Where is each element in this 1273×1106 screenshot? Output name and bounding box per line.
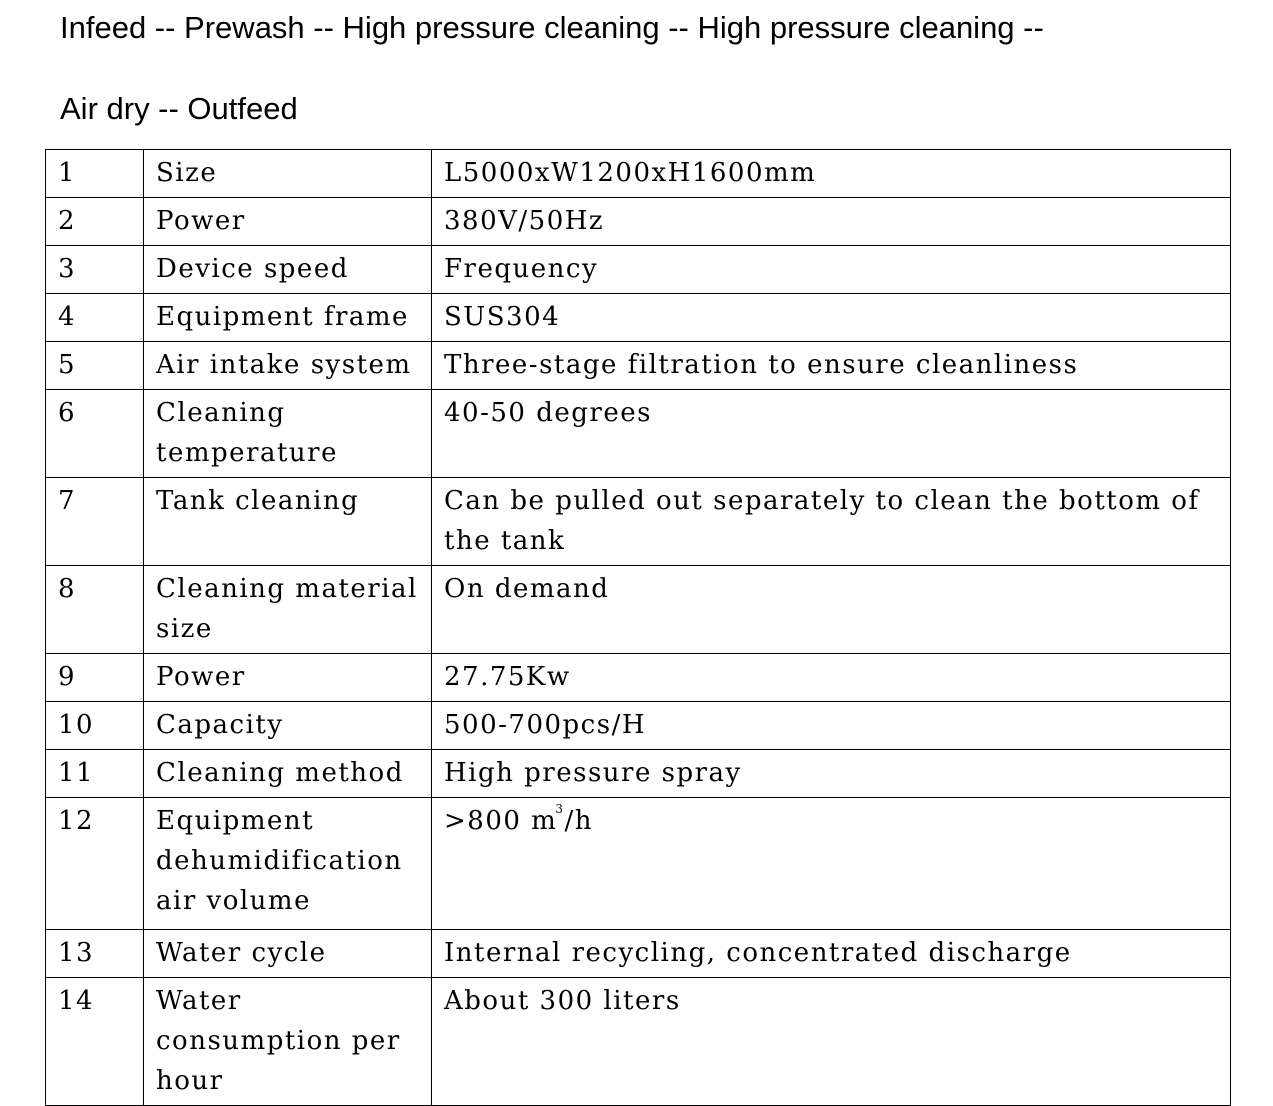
spec-value: On demand xyxy=(432,566,1231,654)
row-number: 4 xyxy=(46,294,144,342)
row-number: 7 xyxy=(46,478,144,566)
spec-item: Size xyxy=(144,150,432,198)
table-row xyxy=(46,478,1231,566)
table-row xyxy=(46,342,1231,390)
row-number: 3 xyxy=(46,246,144,294)
row-number: 10 xyxy=(46,702,144,750)
spec-item: Water consumption per hour xyxy=(144,978,432,1106)
spec-item: Power xyxy=(144,654,432,702)
spec-value: L5000xW1200xH1600mm xyxy=(432,150,1231,198)
spec-item: Cleaning temperature xyxy=(144,390,432,478)
spec-value: Three-stage filtration to ensure cleanliness xyxy=(432,342,1231,390)
row-number: 2 xyxy=(46,198,144,246)
row-number: 6 xyxy=(46,390,144,478)
table-row xyxy=(46,702,1231,750)
table-row xyxy=(46,390,1231,478)
process-flow-line-2: Air dry -- Outfeed xyxy=(60,91,298,126)
spec-item: Cleaning material size xyxy=(144,566,432,654)
spec-item: Equipment dehumidification air volume xyxy=(144,798,432,930)
spec-item: Equipment frame xyxy=(144,294,432,342)
spec-item: Power xyxy=(144,198,432,246)
row-number: 5 xyxy=(46,342,144,390)
spec-value: Frequency xyxy=(432,246,1231,294)
process-flow-line-1: Infeed -- Prewash -- High pressure cleaning -- High pressure cleaning -- xyxy=(60,10,1044,45)
spec-value: High pressure spray xyxy=(432,750,1231,798)
spec-value-unit: /h xyxy=(564,806,593,836)
table-row xyxy=(46,798,1231,930)
spec-value: About 300 liters xyxy=(432,978,1231,1106)
spec-value: 380V/50Hz xyxy=(432,198,1231,246)
spec-item: Capacity xyxy=(144,702,432,750)
spec-value: 40-50 degrees xyxy=(432,390,1231,478)
row-number: 8 xyxy=(46,566,144,654)
table-row xyxy=(46,654,1231,702)
spec-value-text: >800 m xyxy=(444,806,558,836)
table-row xyxy=(46,198,1231,246)
spec-value: 500-700pcs/H xyxy=(432,702,1231,750)
row-number: 13 xyxy=(46,930,144,978)
spec-value xyxy=(432,798,1231,930)
row-number: 14 xyxy=(46,978,144,1106)
spec-item: Tank cleaning xyxy=(144,478,432,566)
table-row xyxy=(46,566,1231,654)
spec-value: Internal recycling, concentrated discharge xyxy=(432,930,1231,978)
spec-value: 27.75Kw xyxy=(432,654,1231,702)
row-number: 12 xyxy=(46,798,144,930)
row-number: 11 xyxy=(46,750,144,798)
table-row xyxy=(46,150,1231,198)
table-row xyxy=(46,750,1231,798)
spec-value: Can be pulled out separately to clean the bottom of the tank xyxy=(432,478,1231,566)
table-row xyxy=(46,978,1231,1106)
table-row xyxy=(46,930,1231,978)
row-number: 9 xyxy=(46,654,144,702)
table-row xyxy=(46,246,1231,294)
spec-item: Device speed xyxy=(144,246,432,294)
row-number: 1 xyxy=(46,150,144,198)
spec-item: Water cycle xyxy=(144,930,432,978)
spec-item: Cleaning method xyxy=(144,750,432,798)
spec-item: Air intake system xyxy=(144,342,432,390)
spec-value: SUS304 xyxy=(432,294,1231,342)
table-row xyxy=(46,294,1231,342)
spec-table xyxy=(45,149,1231,1106)
cubic-superscript: 3 xyxy=(555,802,565,816)
